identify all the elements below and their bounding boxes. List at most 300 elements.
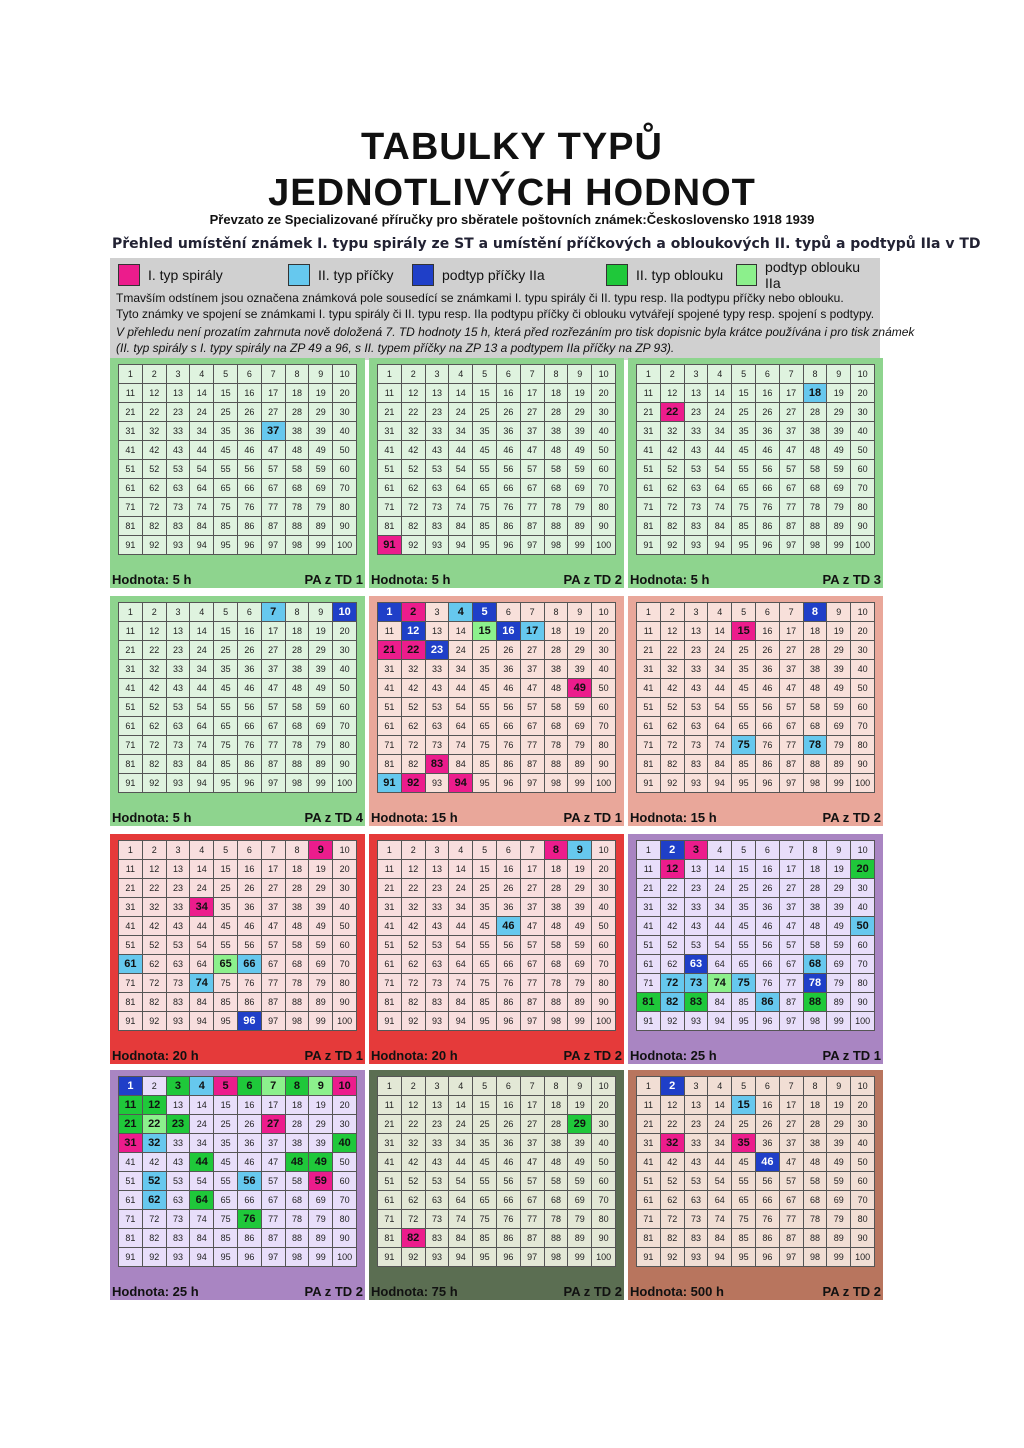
stamp-position-cell: 8 <box>544 603 568 622</box>
grid-row <box>119 441 357 460</box>
grid-row <box>378 365 616 384</box>
stamp-position-cell: 71 <box>119 736 143 755</box>
stamp-position-cell: 55 <box>732 460 756 479</box>
stamp-position-cell: 47 <box>779 917 803 936</box>
stamp-position-cell: 76 <box>755 498 779 517</box>
stamp-position-cell: 48 <box>285 917 309 936</box>
stamp-position-cell: 30 <box>592 1115 616 1134</box>
stamp-position-cell: 37 <box>779 898 803 917</box>
panel-caption <box>369 810 624 826</box>
stamp-position-cell: 96 <box>755 774 779 793</box>
stamp-position-cell: 100 <box>333 1248 357 1267</box>
grid-row <box>119 698 357 717</box>
stamp-position-cell: 98 <box>285 1012 309 1031</box>
stamp-position-cell: 71 <box>378 1210 402 1229</box>
stamp-position-cell: 23 <box>166 879 190 898</box>
stamp-position-cell: 82 <box>142 755 166 774</box>
panel-caption <box>110 810 365 826</box>
grid-row <box>119 1153 357 1172</box>
stamp-position-cell: 45 <box>214 679 238 698</box>
stamp-position-cell: 93 <box>166 536 190 555</box>
stamp-position-cell: 55 <box>473 698 497 717</box>
stamp-position-cell: 64 <box>190 955 214 974</box>
panel-grid-wrap <box>636 1076 875 1267</box>
stamp-position-cell: 42 <box>142 679 166 698</box>
stamp-position-cell: 10 <box>592 365 616 384</box>
stamp-position-cell: 63 <box>166 479 190 498</box>
stamp-position-cell: 85 <box>214 755 238 774</box>
grid-row <box>637 441 875 460</box>
stamp-position-cell: 80 <box>592 974 616 993</box>
stamp-position-cell-arc: 8 <box>285 1077 309 1096</box>
stamp-position-cell: 18 <box>544 384 568 403</box>
stamp-position-cell: 6 <box>496 1077 520 1096</box>
stamp-position-cell: 61 <box>119 1191 143 1210</box>
stamp-position-cell: 6 <box>237 603 261 622</box>
grid-row <box>378 1134 616 1153</box>
stamp-position-cell-spiral: 9 <box>309 841 333 860</box>
stamp-position-cell: 1 <box>637 365 661 384</box>
stamp-position-cell: 81 <box>637 517 661 536</box>
stamp-position-cell: 47 <box>779 679 803 698</box>
stamp-position-cell-spiral: 22 <box>401 641 425 660</box>
stamp-position-cell: 51 <box>119 1172 143 1191</box>
stamp-position-cell: 12 <box>401 1096 425 1115</box>
stamp-position-cell: 93 <box>425 536 449 555</box>
stamp-position-cell: 60 <box>851 1172 875 1191</box>
stamp-position-cell: 32 <box>142 898 166 917</box>
stamp-position-cell: 95 <box>214 536 238 555</box>
stamp-position-grid <box>636 840 875 1031</box>
stamp-position-cell: 34 <box>449 422 473 441</box>
stamp-position-cell: 66 <box>496 955 520 974</box>
stamp-position-cell: 36 <box>237 660 261 679</box>
stamp-position-cell: 78 <box>285 736 309 755</box>
stamp-position-cell: 7 <box>520 603 544 622</box>
stamp-position-cell: 60 <box>851 460 875 479</box>
stamp-position-cell-arc: 64 <box>190 1191 214 1210</box>
stamp-position-cell: 36 <box>496 898 520 917</box>
stamp-position-cell: 97 <box>779 1248 803 1267</box>
panel-caption <box>628 1284 883 1300</box>
stamp-position-cell: 6 <box>237 365 261 384</box>
stamp-position-cell: 63 <box>425 1191 449 1210</box>
overview-heading: Přehled umístění známek I. typu spirály ze ST a umístění příčkových a obloukových II. typů a podtypů IIa v TD <box>112 236 981 252</box>
stamp-position-cell: 70 <box>333 1191 357 1210</box>
stamp-position-cell: 29 <box>827 879 851 898</box>
stamp-position-cell: 85 <box>214 993 238 1012</box>
stamp-position-cell: 62 <box>142 717 166 736</box>
stamp-position-cell: 17 <box>520 1096 544 1115</box>
stamp-position-cell: 66 <box>755 1191 779 1210</box>
stamp-position-cell: 32 <box>660 422 684 441</box>
stamp-position-cell-spiral: 32 <box>660 1134 684 1153</box>
stamp-position-cell-spiral: 34 <box>190 898 214 917</box>
stamp-position-cell: 35 <box>214 422 238 441</box>
stamp-position-cell-arc: 21 <box>119 1115 143 1134</box>
panel-value-label: Hodnota: 25 h <box>630 1048 717 1063</box>
stamp-position-cell: 26 <box>496 403 520 422</box>
stamp-position-cell: 55 <box>732 698 756 717</box>
stamp-position-cell: 51 <box>637 1172 661 1191</box>
stamp-position-cell: 33 <box>684 422 708 441</box>
stamp-position-cell: 24 <box>708 879 732 898</box>
stamp-position-cell: 84 <box>708 993 732 1012</box>
stamp-position-cell: 56 <box>755 698 779 717</box>
stamp-position-cell: 44 <box>449 679 473 698</box>
stamp-position-cell: 9 <box>568 1077 592 1096</box>
grid-row <box>378 1172 616 1191</box>
stamp-position-cell: 26 <box>496 641 520 660</box>
stamp-position-cell: 30 <box>333 403 357 422</box>
grid-row <box>637 479 875 498</box>
stamp-position-cell: 68 <box>544 955 568 974</box>
stamp-position-cell: 58 <box>544 698 568 717</box>
stamp-position-cell: 11 <box>637 1096 661 1115</box>
stamp-position-cell-bar: 37 <box>261 422 285 441</box>
stamp-position-cell: 48 <box>803 1153 827 1172</box>
stamp-position-cell: 56 <box>755 1172 779 1191</box>
stamp-position-cell: 92 <box>142 1248 166 1267</box>
stamp-position-cell: 42 <box>142 441 166 460</box>
stamp-position-cell: 83 <box>684 755 708 774</box>
stamp-position-cell: 65 <box>214 717 238 736</box>
stamp-position-cell: 58 <box>285 1172 309 1191</box>
stamp-position-cell: 47 <box>779 1153 803 1172</box>
stamp-position-cell: 85 <box>473 755 497 774</box>
stamp-position-cell: 37 <box>261 660 285 679</box>
panel-plate-label: PA z TD 2 <box>822 810 881 825</box>
stamp-position-cell: 2 <box>142 603 166 622</box>
stamp-position-cell: 52 <box>660 936 684 955</box>
stamp-position-cell: 29 <box>568 879 592 898</box>
stamp-position-cell: 82 <box>660 517 684 536</box>
stamp-position-cell: 17 <box>779 860 803 879</box>
stamp-position-cell: 97 <box>779 774 803 793</box>
stamp-position-cell-bar-sub: 63 <box>684 955 708 974</box>
grid-row <box>378 936 616 955</box>
stamp-position-cell: 22 <box>660 879 684 898</box>
stamp-position-cell: 73 <box>166 974 190 993</box>
stamp-position-cell: 36 <box>496 1134 520 1153</box>
stamp-position-cell: 4 <box>449 365 473 384</box>
stamp-position-cell: 15 <box>214 622 238 641</box>
stamp-position-cell: 78 <box>544 974 568 993</box>
stamp-position-cell: 66 <box>237 717 261 736</box>
stamp-position-cell: 38 <box>803 898 827 917</box>
stamp-position-cell: 38 <box>544 660 568 679</box>
stamp-position-cell: 25 <box>214 1115 238 1134</box>
grid-row <box>119 898 357 917</box>
stamp-position-cell: 39 <box>827 898 851 917</box>
grid-row <box>378 498 616 517</box>
stamp-position-cell: 99 <box>568 1248 592 1267</box>
stamp-position-cell: 64 <box>449 1191 473 1210</box>
grid-row <box>119 879 357 898</box>
panel-value-label: Hodnota: 500 h <box>630 1284 724 1299</box>
stamp-position-cell: 92 <box>142 1012 166 1031</box>
stamp-position-cell: 2 <box>401 841 425 860</box>
stamp-position-cell: 97 <box>520 774 544 793</box>
stamp-position-cell: 28 <box>285 403 309 422</box>
stamp-position-cell: 74 <box>708 498 732 517</box>
grid-row <box>119 755 357 774</box>
stamp-position-cell: 4 <box>190 603 214 622</box>
stamp-position-cell-bar: 56 <box>237 1172 261 1191</box>
stamp-position-cell: 51 <box>637 698 661 717</box>
stamp-position-cell: 18 <box>544 860 568 879</box>
stamp-position-cell: 29 <box>309 641 333 660</box>
stamp-position-cell: 77 <box>261 736 285 755</box>
stamp-position-cell: 67 <box>520 479 544 498</box>
stamp-position-cell: 18 <box>285 1096 309 1115</box>
stamp-position-cell: 20 <box>592 622 616 641</box>
stamp-position-cell: 66 <box>496 1191 520 1210</box>
stamp-position-cell: 54 <box>190 460 214 479</box>
stamp-position-cell: 45 <box>214 1153 238 1172</box>
stamp-position-cell: 84 <box>449 993 473 1012</box>
stamp-position-cell: 100 <box>333 1012 357 1031</box>
stamp-position-cell: 95 <box>732 1012 756 1031</box>
stamp-position-cell: 20 <box>592 860 616 879</box>
stamp-position-cell: 32 <box>401 1134 425 1153</box>
note-2: Tyto známky ve spojení se známkami I. typu spirály či II. typu resp. IIa podtypu příčky či oblouku vytvářejí spojené typy resp. spojení s podtypy. <box>116 307 875 321</box>
stamp-position-cell: 71 <box>637 736 661 755</box>
grid-row <box>378 879 616 898</box>
stamp-position-cell: 49 <box>568 441 592 460</box>
stamp-position-cell: 41 <box>378 917 402 936</box>
stamp-position-cell: 47 <box>261 441 285 460</box>
stamp-position-cell: 42 <box>401 917 425 936</box>
grid-row <box>637 1012 875 1031</box>
stamp-position-cell: 26 <box>237 403 261 422</box>
stamp-position-cell-arc: 29 <box>568 1115 592 1134</box>
stamp-position-cell: 40 <box>592 898 616 917</box>
grid-row <box>119 860 357 879</box>
stamp-position-cell: 68 <box>544 717 568 736</box>
stamp-position-cell: 69 <box>568 717 592 736</box>
stamp-position-cell: 22 <box>401 1115 425 1134</box>
stamp-position-cell: 97 <box>779 536 803 555</box>
stamp-position-cell: 37 <box>261 1134 285 1153</box>
stamp-position-cell: 8 <box>544 1077 568 1096</box>
stamp-position-cell: 50 <box>333 679 357 698</box>
stamp-position-cell: 13 <box>425 1096 449 1115</box>
stamp-position-cell: 77 <box>261 974 285 993</box>
stamp-position-cell: 29 <box>827 1115 851 1134</box>
stamp-position-cell: 84 <box>190 517 214 536</box>
stamp-position-cell: 75 <box>214 736 238 755</box>
stamp-position-cell: 75 <box>214 498 238 517</box>
grid-row <box>119 1134 357 1153</box>
stamp-position-cell: 63 <box>425 479 449 498</box>
stamp-position-cell: 24 <box>449 879 473 898</box>
stamp-position-cell: 47 <box>261 917 285 936</box>
stamp-position-cell: 40 <box>592 660 616 679</box>
stamp-position-cell: 88 <box>544 1229 568 1248</box>
page-title-line1: TABULKY TYPŮ <box>361 126 663 168</box>
stamp-position-cell: 98 <box>544 1012 568 1031</box>
stamp-position-cell: 60 <box>333 936 357 955</box>
stamp-position-cell-bar: 9 <box>568 841 592 860</box>
stamp-position-cell: 85 <box>473 993 497 1012</box>
stamp-position-cell: 5 <box>214 365 238 384</box>
stamp-position-grid <box>377 602 616 793</box>
stamp-position-cell: 97 <box>261 1248 285 1267</box>
stamp-position-cell: 87 <box>520 755 544 774</box>
grid-row <box>378 536 616 555</box>
stamp-position-cell: 25 <box>214 403 238 422</box>
grid-row <box>637 774 875 793</box>
panel-value-label: Hodnota: 75 h <box>371 1284 458 1299</box>
stamp-position-cell: 52 <box>401 460 425 479</box>
stamp-position-cell: 33 <box>166 422 190 441</box>
stamp-position-cell: 75 <box>214 974 238 993</box>
stamp-position-cell: 51 <box>378 698 402 717</box>
panel-value-label: Hodnota: 5 h <box>112 810 192 825</box>
stamp-position-cell: 36 <box>496 422 520 441</box>
stamp-position-grid <box>636 602 875 793</box>
stamp-position-cell: 40 <box>333 422 357 441</box>
stamp-position-cell: 89 <box>568 993 592 1012</box>
stamp-position-cell: 30 <box>851 641 875 660</box>
stamp-position-cell: 80 <box>333 974 357 993</box>
stamp-position-cell-spiral: 27 <box>261 1115 285 1134</box>
stamp-position-cell: 61 <box>378 1191 402 1210</box>
stamp-position-cell: 64 <box>449 955 473 974</box>
stamp-position-cell: 21 <box>637 403 661 422</box>
stamp-position-cell: 51 <box>119 460 143 479</box>
stamp-position-cell: 81 <box>119 1229 143 1248</box>
stamp-position-cell-arc-sub: 22 <box>142 1115 166 1134</box>
stamp-position-cell-bar: 7 <box>261 603 285 622</box>
grid-row <box>378 1012 616 1031</box>
stamp-position-cell: 88 <box>803 1229 827 1248</box>
stamp-position-cell: 44 <box>449 441 473 460</box>
stamp-position-cell: 44 <box>708 679 732 698</box>
grid-row <box>637 1134 875 1153</box>
stamp-position-cell: 6 <box>755 841 779 860</box>
stamp-position-cell: 41 <box>119 441 143 460</box>
stamp-position-cell: 68 <box>803 479 827 498</box>
stamp-position-cell: 53 <box>425 698 449 717</box>
stamp-position-cell: 92 <box>660 774 684 793</box>
grid-row <box>378 1077 616 1096</box>
stamp-position-cell: 56 <box>755 460 779 479</box>
stamp-position-cell: 19 <box>827 1096 851 1115</box>
stamp-position-cell: 72 <box>142 974 166 993</box>
stamp-position-cell: 23 <box>684 1115 708 1134</box>
stamp-position-cell: 36 <box>755 898 779 917</box>
stamp-position-cell: 48 <box>803 441 827 460</box>
stamp-position-cell: 2 <box>401 365 425 384</box>
stamp-position-cell: 10 <box>851 365 875 384</box>
stamp-position-cell-arc: 48 <box>285 1153 309 1172</box>
stamp-position-cell: 55 <box>732 1172 756 1191</box>
panel-grid-wrap <box>377 364 616 555</box>
stamp-position-cell: 58 <box>803 698 827 717</box>
stamp-position-cell: 27 <box>779 879 803 898</box>
panel-caption <box>110 572 365 588</box>
stamp-position-cell: 30 <box>592 879 616 898</box>
stamp-position-cell: 55 <box>473 1172 497 1191</box>
stamp-position-cell: 12 <box>401 860 425 879</box>
stamp-position-cell: 50 <box>333 441 357 460</box>
grid-row <box>637 1153 875 1172</box>
stamp-position-cell: 84 <box>190 755 214 774</box>
stamp-position-cell: 17 <box>261 860 285 879</box>
stamp-position-cell: 34 <box>190 1134 214 1153</box>
grid-row <box>378 841 616 860</box>
stamp-position-cell: 93 <box>684 774 708 793</box>
panel-grid-wrap <box>636 602 875 793</box>
grid-row <box>119 517 357 536</box>
stamp-position-cell: 80 <box>851 498 875 517</box>
stamp-position-cell: 92 <box>660 1248 684 1267</box>
stamp-position-cell: 49 <box>309 441 333 460</box>
stamp-position-cell: 9 <box>309 365 333 384</box>
stamp-position-cell-bar-sub: 2 <box>660 1077 684 1096</box>
stamp-position-grid <box>377 1076 616 1267</box>
stamp-position-cell: 58 <box>285 698 309 717</box>
stamp-position-cell: 4 <box>190 841 214 860</box>
stamp-position-cell: 98 <box>285 774 309 793</box>
stamp-position-cell: 55 <box>214 698 238 717</box>
stamp-position-cell: 91 <box>119 774 143 793</box>
stamp-position-cell: 52 <box>142 936 166 955</box>
stamp-position-cell: 36 <box>237 898 261 917</box>
stamp-position-cell: 62 <box>660 1191 684 1210</box>
stamp-position-cell: 47 <box>520 679 544 698</box>
stamp-position-cell: 41 <box>378 441 402 460</box>
stamp-position-cell: 42 <box>660 1153 684 1172</box>
stamp-position-cell: 1 <box>119 603 143 622</box>
stamp-position-cell: 81 <box>378 755 402 774</box>
legend-label-arc: II. typ oblouku <box>636 267 724 283</box>
stamp-position-cell: 87 <box>779 993 803 1012</box>
stamp-position-cell: 100 <box>333 774 357 793</box>
grid-row <box>119 641 357 660</box>
stamp-position-cell: 13 <box>166 622 190 641</box>
stamp-position-cell: 79 <box>309 498 333 517</box>
stamp-position-cell: 35 <box>732 660 756 679</box>
stamp-position-cell: 7 <box>779 841 803 860</box>
stamp-position-cell-bar: 61 <box>119 955 143 974</box>
stamp-position-cell: 1 <box>378 841 402 860</box>
grid-row <box>378 1191 616 1210</box>
stamp-position-cell-bar-sub: 12 <box>401 622 425 641</box>
grid-row <box>119 1229 357 1248</box>
stamp-position-cell: 38 <box>285 660 309 679</box>
stamp-position-cell: 80 <box>333 498 357 517</box>
stamp-position-cell: 67 <box>520 1191 544 1210</box>
stamp-position-cell: 46 <box>755 917 779 936</box>
stamp-position-cell: 16 <box>755 384 779 403</box>
stamp-position-cell: 75 <box>214 1210 238 1229</box>
stamp-position-cell: 27 <box>520 879 544 898</box>
stamp-position-cell: 24 <box>708 641 732 660</box>
stamp-position-cell: 57 <box>261 460 285 479</box>
stamp-position-cell: 26 <box>755 641 779 660</box>
stamp-position-cell: 72 <box>142 1210 166 1229</box>
stamp-position-cell: 22 <box>401 403 425 422</box>
stamp-position-cell: 74 <box>449 736 473 755</box>
stamp-position-cell: 29 <box>568 641 592 660</box>
stamp-position-cell: 2 <box>142 1077 166 1096</box>
stamp-position-cell: 89 <box>827 755 851 774</box>
stamp-position-cell: 24 <box>190 403 214 422</box>
stamp-position-cell-spiral: 15 <box>732 622 756 641</box>
